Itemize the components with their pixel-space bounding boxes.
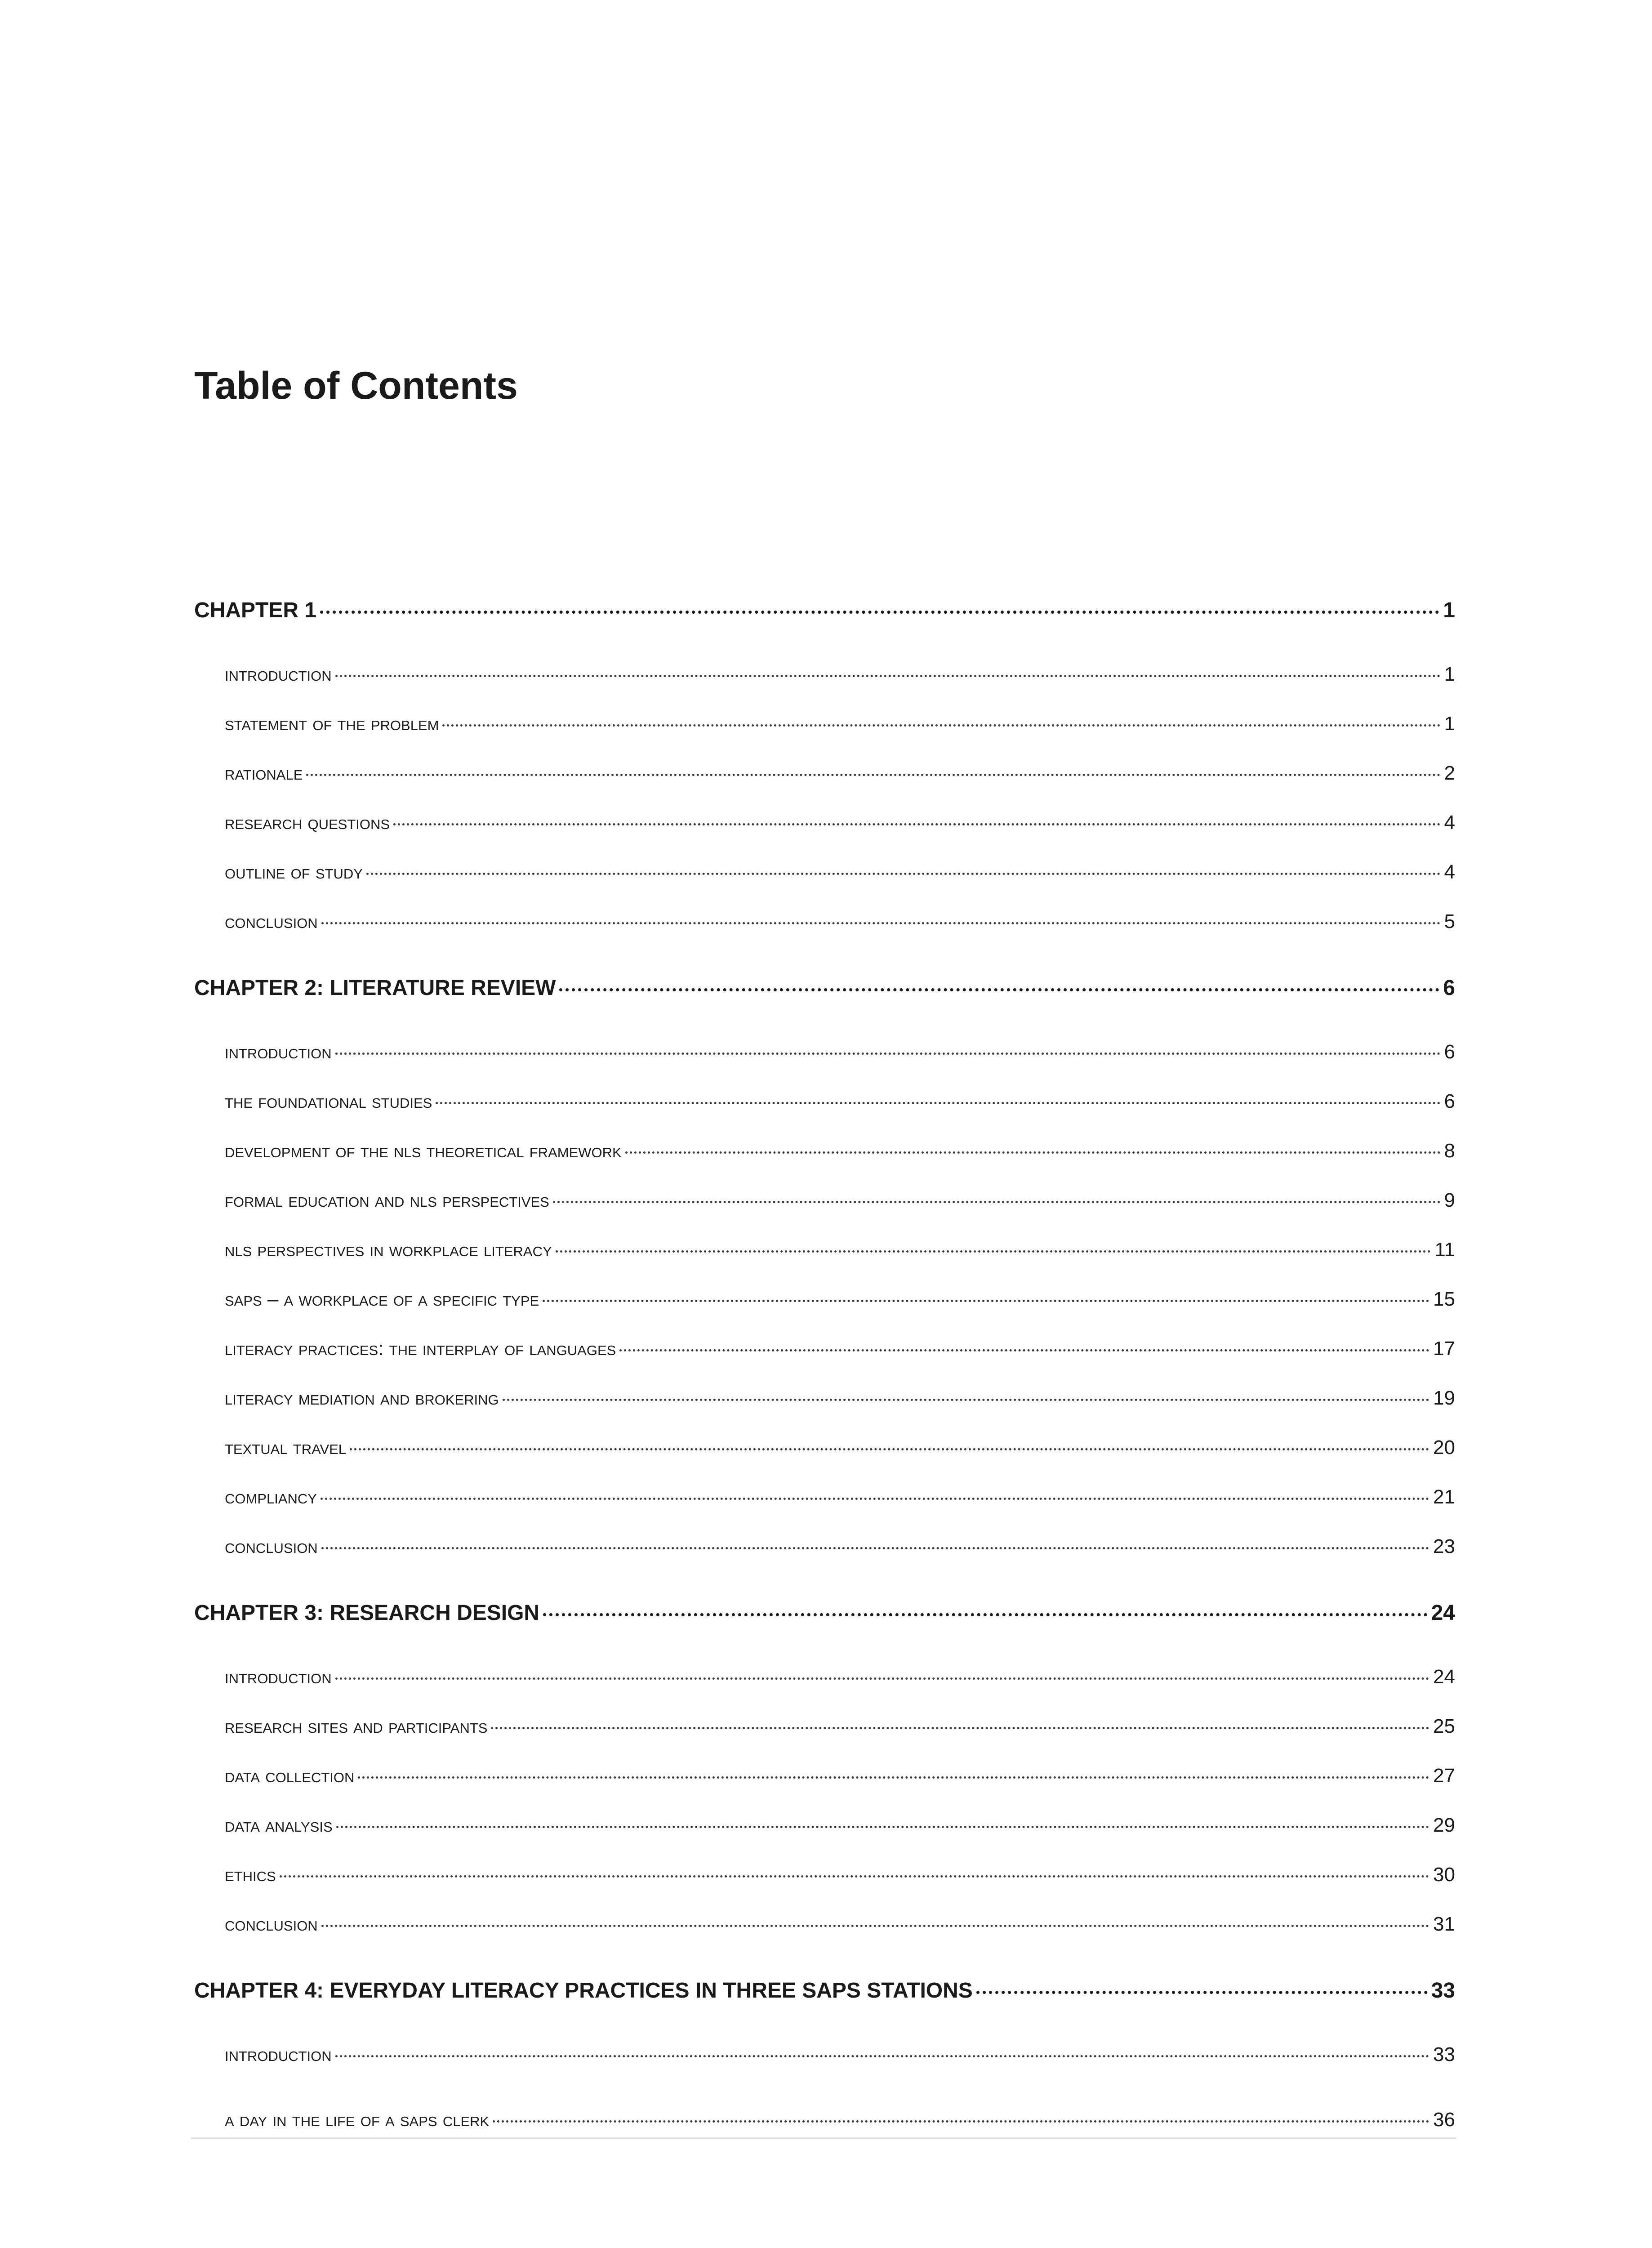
toc-entry-label: compliancy <box>225 1486 317 1508</box>
toc-entry-label: outline of study <box>225 861 363 883</box>
toc-page-number: 29 <box>1433 1814 1455 1836</box>
toc-page-number: 4 <box>1444 812 1455 834</box>
toc-dot-leader <box>321 922 1441 924</box>
toc-section-entry[interactable] <box>194 663 1455 688</box>
toc-page-number: 33 <box>1431 1979 1455 2003</box>
toc-dot-leader <box>335 1677 1429 1680</box>
toc-dot-leader <box>556 1250 1431 1253</box>
toc-entry-label: CHAPTER 1 <box>194 598 317 622</box>
toc-dot-leader <box>559 988 1439 991</box>
toc-dot-leader <box>503 1399 1429 1401</box>
toc-entry-label: literacy practices: the interplay of languages <box>225 1338 616 1360</box>
toc-dot-leader <box>306 774 1440 776</box>
toc-dot-leader <box>366 873 1441 875</box>
toc-dot-leader <box>976 1991 1428 1994</box>
toc-dot-leader <box>335 1053 1441 1055</box>
toc-entry-label: conclusion <box>225 910 318 932</box>
toc-page-number: 17 <box>1433 1338 1455 1360</box>
toc-entry-label: development of the nls theoretical framework <box>225 1140 622 1162</box>
toc-section-entry[interactable] <box>194 1913 1455 1938</box>
toc-dot-leader <box>543 1613 1428 1616</box>
toc-chapter-entry[interactable] <box>194 976 1455 1003</box>
toc-chapter-entry[interactable] <box>194 1978 1455 2005</box>
toc-entry-label: ethics <box>225 1864 276 1886</box>
page-title: Table of Contents <box>194 364 518 407</box>
toc-entry-label: data collection <box>225 1765 355 1787</box>
toc-page-number: 1 <box>1443 598 1455 622</box>
toc-page-number: 1 <box>1444 713 1455 735</box>
page-bottom-divider <box>191 2137 1456 2139</box>
toc-page-number: 23 <box>1433 1535 1455 1557</box>
toc-section-entry[interactable] <box>194 861 1455 886</box>
toc-dot-leader <box>493 2120 1429 2123</box>
toc-section-entry[interactable] <box>194 1814 1455 1839</box>
toc-section-entry[interactable] <box>194 1436 1455 1462</box>
toc-entry-label: introduction <box>225 1041 332 1063</box>
toc-section-entry[interactable] <box>194 1864 1455 1889</box>
toc-entry-label: CHAPTER 2: LITERATURE REVIEW <box>194 976 556 1000</box>
toc-page-number: 4 <box>1444 861 1455 883</box>
toc-page-number: 25 <box>1433 1715 1455 1737</box>
toc-dot-leader <box>321 1925 1429 1927</box>
toc-entry-label: the foundational studies <box>225 1090 432 1112</box>
toc-page-number: 19 <box>1433 1387 1455 1409</box>
toc-dot-leader <box>436 1102 1440 1104</box>
toc-entry-label: literacy mediation and brokering <box>225 1387 499 1409</box>
toc-dot-leader <box>335 2055 1429 2057</box>
toc-entry-label: conclusion <box>225 1535 318 1557</box>
toc-section-entry[interactable] <box>194 812 1455 837</box>
toc-page-number: 5 <box>1444 910 1455 932</box>
toc-entry-label: CHAPTER 4: EVERYDAY LITERACY PRACTICES IN THREE SAPS STATIONS <box>194 1979 973 2003</box>
toc-dot-leader <box>335 675 1441 677</box>
toc-dot-leader <box>320 611 1439 614</box>
toc-page-number: 20 <box>1433 1436 1455 1459</box>
toc-section-entry[interactable] <box>194 1189 1455 1214</box>
toc-dot-leader <box>336 1826 1429 1828</box>
toc-page-number: 24 <box>1431 1601 1455 1625</box>
toc-entry-label: research sites and participants <box>225 1715 488 1737</box>
toc-entry-label: research questions <box>225 812 390 834</box>
toc-entry-label: statement of the problem <box>225 713 439 735</box>
toc-section-entry[interactable] <box>194 1288 1455 1313</box>
toc-section-entry[interactable] <box>194 1090 1455 1115</box>
toc-page-number: 36 <box>1433 2109 1455 2131</box>
toc-entry-label: nls perspectives in workplace literacy <box>225 1239 552 1261</box>
toc-section-entry[interactable] <box>194 1338 1455 1363</box>
toc-section-entry[interactable] <box>194 910 1455 936</box>
toc-section-entry[interactable] <box>194 1715 1455 1740</box>
toc-dot-leader <box>280 1875 1429 1878</box>
toc-chapter-entry[interactable] <box>194 598 1455 625</box>
toc-section-entry[interactable] <box>194 2043 1455 2069</box>
toc-page-number: 11 <box>1434 1239 1455 1261</box>
toc-page-number: 30 <box>1433 1864 1455 1886</box>
toc-entry-label: CHAPTER 3: RESEARCH DESIGN <box>194 1601 540 1625</box>
toc-section-entry[interactable] <box>194 713 1455 738</box>
toc-entry-label: rationale <box>225 762 303 784</box>
toc-page-number: 15 <box>1433 1288 1455 1310</box>
toc-entry-label: data analysis <box>225 1814 333 1836</box>
toc-page-number: 31 <box>1433 1913 1455 1935</box>
toc-dot-leader <box>358 1776 1429 1779</box>
toc-page-number: 2 <box>1444 762 1455 784</box>
toc-entry-label: a day in the life of a saps clerk <box>225 2109 490 2131</box>
toc-section-entry[interactable] <box>194 1387 1455 1412</box>
toc-dot-leader <box>442 724 1440 727</box>
toc-page-number: 33 <box>1433 2043 1455 2065</box>
toc-section-entry[interactable] <box>194 1765 1455 1790</box>
toc-page-number: 6 <box>1444 1090 1455 1112</box>
toc-section-entry[interactable] <box>194 1486 1455 1511</box>
toc-page-number: 27 <box>1433 1765 1455 1787</box>
toc-section-entry[interactable] <box>194 1239 1455 1264</box>
toc-dot-leader <box>543 1300 1429 1302</box>
toc-page-number: 24 <box>1433 1666 1455 1688</box>
toc-dot-leader <box>350 1448 1429 1450</box>
toc-section-entry[interactable] <box>194 1140 1455 1165</box>
toc-section-entry[interactable] <box>194 1041 1455 1066</box>
toc-dot-leader <box>619 1349 1429 1351</box>
toc-section-entry[interactable] <box>194 2109 1455 2134</box>
toc-dot-leader <box>553 1201 1441 1203</box>
toc-page-number: 9 <box>1444 1189 1455 1211</box>
toc-entry-label: textual travel <box>225 1436 347 1459</box>
toc-page-number: 6 <box>1444 1041 1455 1063</box>
toc-dot-leader <box>393 823 1440 825</box>
toc-entry-label: conclusion <box>225 1913 318 1935</box>
toc-page-number: 1 <box>1444 663 1455 685</box>
toc-page-number: 6 <box>1443 976 1455 1000</box>
toc-section-entry[interactable] <box>194 1535 1455 1561</box>
toc-entry-label: formal education and nls perspectives <box>225 1189 549 1211</box>
toc-dot-leader <box>321 1498 1429 1500</box>
toc-section-entry[interactable] <box>194 762 1455 787</box>
toc-page-number: 8 <box>1444 1140 1455 1162</box>
toc-page-number: 21 <box>1433 1486 1455 1508</box>
toc-dot-leader <box>321 1547 1429 1549</box>
toc-entry-label: introduction <box>225 1666 332 1688</box>
toc-chapter-entry[interactable] <box>194 1601 1455 1628</box>
toc-entry-label: introduction <box>225 2043 332 2065</box>
toc-entry-label: introduction <box>225 663 332 685</box>
toc-entry-label: saps – a workplace of a specific type <box>225 1288 539 1310</box>
toc-dot-leader <box>625 1151 1441 1154</box>
toc-dot-leader <box>491 1727 1429 1729</box>
toc-section-entry[interactable] <box>194 1666 1455 1691</box>
